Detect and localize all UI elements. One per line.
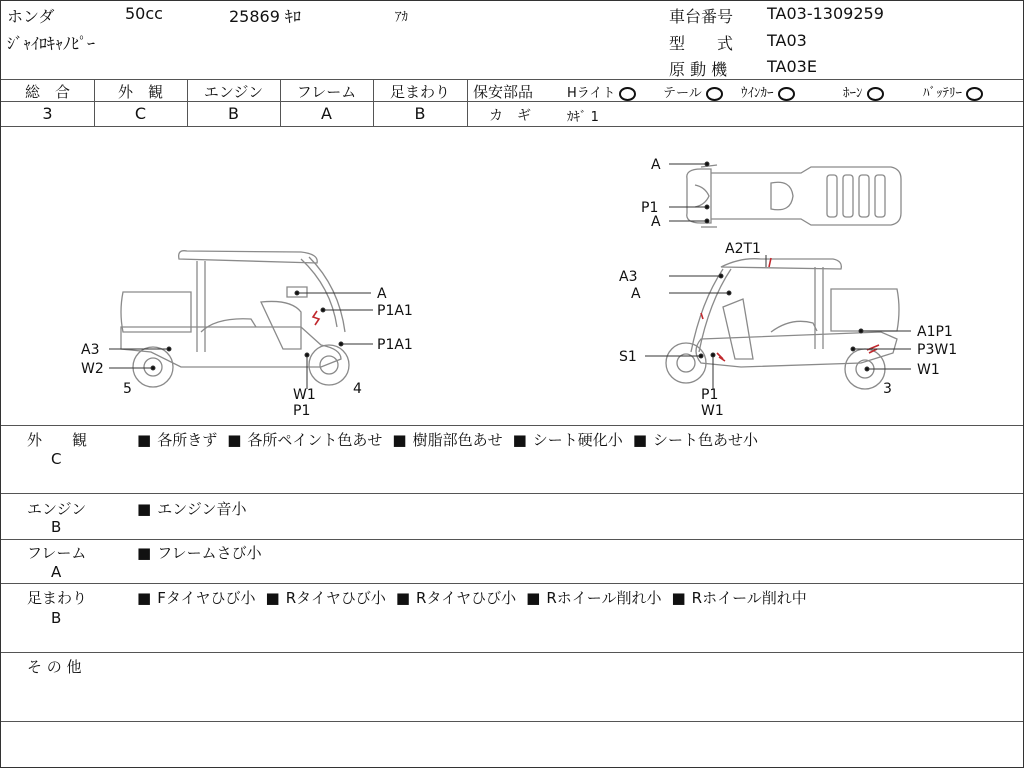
ok-circle-icon xyxy=(619,87,636,101)
key-value: ｶｷﾞ 1 xyxy=(567,110,599,125)
note-item: ■ フレームさび小 xyxy=(137,544,262,562)
maker: ホンダ xyxy=(7,7,55,26)
note-item: ■ Rホイール削れ中 xyxy=(671,589,806,607)
note-engine-label: エンジン xyxy=(27,500,87,518)
note-suspension-label: 足まわり xyxy=(27,589,88,607)
ok-circle-icon xyxy=(778,87,795,101)
note-suspension-items xyxy=(137,587,817,608)
note-item: ■ エンジン音小 xyxy=(137,500,246,518)
divider xyxy=(1,493,1023,494)
safety-headlight: Hライト xyxy=(567,82,636,101)
grade-suspension-value: B xyxy=(414,104,426,123)
right-label-a1p1: A1P1 xyxy=(917,324,953,340)
note-other-label: そ の 他 xyxy=(27,658,82,676)
grade-overall-label: 総 合 xyxy=(24,83,70,101)
type-label: 型 式 xyxy=(669,34,734,53)
grade-frame-value: A xyxy=(321,104,332,123)
model-name: ｼﾞｬｲﾛｷｬﾉﾋﾟｰ xyxy=(7,34,96,53)
right-label-w1-wheel: W1 xyxy=(917,362,940,378)
left-label-a: A xyxy=(377,286,387,302)
left-label-wheel-4: 4 xyxy=(353,381,362,397)
grade-suspension-label: 足まわり xyxy=(389,83,450,101)
left-label-p1: P1 xyxy=(293,403,311,419)
divider xyxy=(467,101,1023,102)
note-item: ■ 各所ペイント色あせ xyxy=(227,431,382,449)
safety-winker: ｳｲﾝｶｰ xyxy=(741,82,795,101)
right-label-a3: A3 xyxy=(619,269,638,285)
note-item: ■ シート硬化小 xyxy=(513,431,623,449)
divider xyxy=(1,79,1023,80)
grade-engine-value: B xyxy=(228,104,239,123)
right-label-p1: P1 xyxy=(701,387,719,403)
note-item: ■ 各所きず xyxy=(137,431,217,449)
left-label-w2: W2 xyxy=(81,361,104,377)
top-label-a-bottom: A xyxy=(651,214,661,230)
right-label-a: A xyxy=(631,286,641,302)
right-label-w1: W1 xyxy=(701,403,724,419)
divider xyxy=(1,721,1023,722)
left-label-a3: A3 xyxy=(81,342,100,358)
top-label-a-top: A xyxy=(651,157,661,173)
divider xyxy=(1,425,1023,426)
note-frame-items xyxy=(137,542,272,563)
left-label-p1a1-upper: P1A1 xyxy=(377,303,413,319)
type-value: TA03 xyxy=(767,31,807,50)
note-frame-label: フレーム xyxy=(27,544,87,562)
mileage: 25869 ｷﾛ xyxy=(229,7,301,26)
note-item: ■ シート色あせ小 xyxy=(633,431,758,449)
grade-exterior-label: 外 観 xyxy=(117,83,163,101)
note-engine-items xyxy=(137,498,256,519)
note-exterior-items xyxy=(137,429,768,450)
note-item: ■ Rホイール削れ小 xyxy=(526,589,661,607)
ok-circle-icon xyxy=(966,87,983,101)
key-label: カ ギ xyxy=(489,108,531,124)
divider xyxy=(1,539,1023,540)
grade-exterior-value: C xyxy=(134,104,147,123)
note-item: ■ Rタイヤひび小 xyxy=(266,589,386,607)
grade-frame-label: フレーム xyxy=(296,83,357,101)
right-label-wheel-3: 3 xyxy=(883,381,892,397)
scooter-right-view xyxy=(666,259,899,389)
damage-diagram xyxy=(1,127,1023,425)
divider xyxy=(1,652,1023,653)
ok-circle-icon xyxy=(706,87,723,101)
grade-engine-label: エンジン xyxy=(203,83,264,101)
left-label-w1: W1 xyxy=(293,387,316,403)
safety-label: 保安部品 xyxy=(473,83,534,101)
note-item: ■ Rタイヤひび小 xyxy=(396,589,516,607)
scooter-top-view xyxy=(687,165,901,227)
chassis-label: 車台番号 xyxy=(669,7,734,26)
engine-model-value: TA03E xyxy=(767,57,817,76)
right-label-a2t1: A2T1 xyxy=(725,241,761,257)
ok-circle-icon xyxy=(867,87,884,101)
divider xyxy=(1,583,1023,584)
top-label-p1: P1 xyxy=(641,200,659,216)
note-engine-grade: B xyxy=(51,518,62,536)
safety-battery: ﾊﾞｯﾃﾘｰ xyxy=(923,82,983,101)
right-label-p3w1: P3W1 xyxy=(917,342,958,358)
note-frame-grade: A xyxy=(51,563,62,581)
scooter-left-view xyxy=(121,251,349,387)
engine-model-label: 原 動 機 xyxy=(669,60,728,79)
safety-tail: テール xyxy=(663,82,723,101)
note-item: ■ 樹脂部色あせ xyxy=(392,431,502,449)
left-label-p1a1-lower: P1A1 xyxy=(377,337,413,353)
left-label-wheel-5: 5 xyxy=(123,381,132,397)
grade-overall-value: 3 xyxy=(42,104,53,123)
body-color: ｱｶ xyxy=(395,10,408,25)
chassis-value: TA03-1309259 xyxy=(767,4,884,23)
displacement: 50cc xyxy=(125,4,163,23)
safety-horn: ﾎｰﾝ xyxy=(843,82,884,101)
note-exterior-label: 外 観 xyxy=(27,431,88,449)
divider xyxy=(467,79,468,126)
right-label-s1: S1 xyxy=(619,349,637,365)
note-item: ■ Fタイヤひび小 xyxy=(137,589,256,607)
note-suspension-grade: B xyxy=(51,609,62,627)
note-exterior-grade: C xyxy=(51,450,62,468)
